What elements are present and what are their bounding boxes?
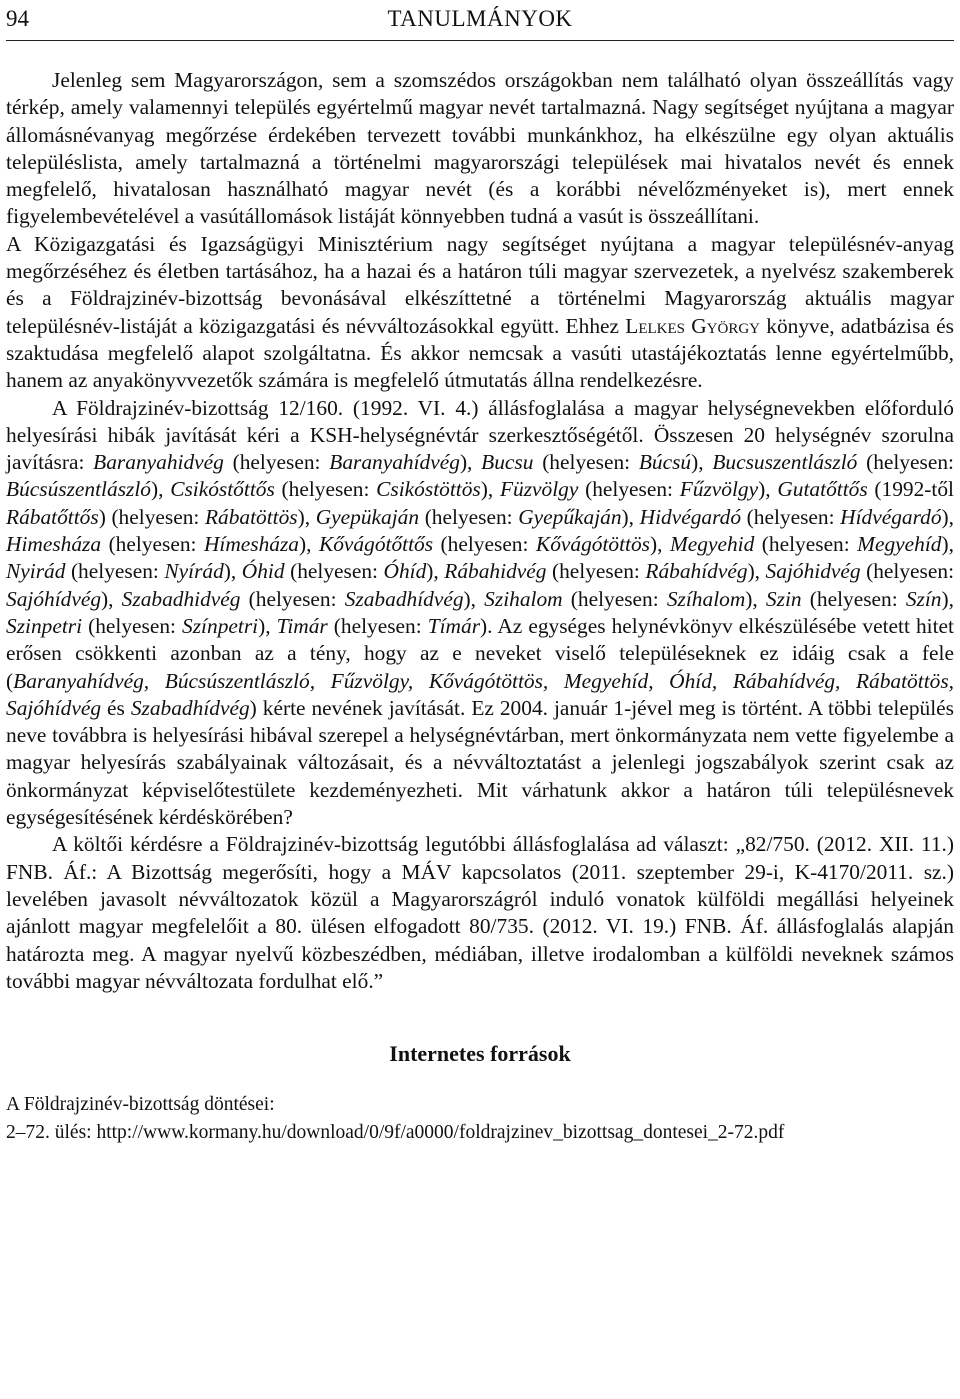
paragraph-1: Jelenleg sem Magyarországon, sem a szomszédos országokban nem található olyan összeállítás vagy térkép, amely valamennyi település egyértelmű magyar nevét tartalmazná. Nagy segítséget nyújtana a magyar állomásnévanyag megőrzése érdekében tervezett további munkánkhoz, ha elkészülne egy olyan aktuális településlista, amely tartalmazná a történelmi magyarországi települések mai hivatalos nevét és ennek megfelelő, hivatalosan használható magyar nevét (és a korábbi névelőzményeket is), mert ennek figyelembevételével a vasútállomások listáját könnyebben tudná a vasút is összeállítani. (6, 68, 954, 229)
paragraph-2-text-a: A Közigazgatási és Igazságügyi Minisztérium nagy segítséget nyújtana a magyar településnév-anyag megőrzéséhez és életben tartásához, ha a hazai és a határon túli magyar szervezetek, a nyelvész szakemberek és a Földrajzinév-bizottság bevonásával elkészíttetné a történelmi Magyarország aktuális magyar településnév-listáját a közigazgatási és névváltozásokkal együtt. Ehhez (6, 231, 954, 338)
correct-name: Tímár (427, 613, 481, 638)
corrected-name-last: Szabadhídvég (130, 695, 250, 720)
paragraph-2 (6, 231, 954, 395)
corrected-names: Baranyahídvég, Búcsúszentlászló, Fűzvölgy, Kővágótöttös, Megyehíd, Óhíd, Rábahídvég, Rábatöttös, Sajóhídvég (6, 668, 954, 720)
wrong-name: Baranyahidvég (93, 450, 224, 475)
correct-name: Sajóhídvég (6, 586, 102, 611)
wrong-name: Szinpetri (6, 613, 83, 638)
paragraph-2-text-b: könyve, adatbázisa és szaktudása megfelelő alapot szolgáltatna. És akkor nemcsak a vasúti utastájékoztatás lenne egyértelműbb, hanem az anyakönyvvezetők számára is megfelelő útmutatás állna rendelkezésre. (6, 313, 954, 393)
wrong-name: Szihalom (484, 586, 563, 611)
correct-name: Rábatöttös (204, 504, 298, 529)
correct-name: Színpetri (182, 613, 259, 638)
correct-name: Csikóstöttös (376, 477, 481, 502)
reference-heading: A Földrajzinév-bizottság döntései: (6, 1094, 275, 1116)
correct-name: Baranyahídvég (329, 450, 460, 475)
correct-name: Hímesháza (203, 532, 300, 557)
correct-name: Rábahídvég (645, 559, 748, 584)
page-number: 94 (6, 6, 29, 31)
paragraph-3-intro: A Földrajzinév-bizottság 12/160. (1992. VI. 4.) állásfoglalása a magyar helységnevekben előforduló helyesírási hibák javítását kéri a KSH-helységnévtár szerkesztőségétől. Összesen 20 helységnév szorulna javításra: (6, 395, 954, 475)
wrong-name: Csikóstőttős (170, 477, 275, 502)
wrong-name: Timár (276, 613, 328, 638)
correct-name: Hídvégardó (840, 504, 942, 529)
correct-name: Kővágótöttös (535, 532, 651, 557)
wrong-name: Kővágótőttős (318, 532, 434, 557)
correct-name: Szíhalom (666, 586, 746, 611)
paragraph-4: A költői kérdésre a Földrajzinév-bizottság legutóbbi állásfoglalása ad választ: „82/750. (2012. XII. 11.) FNB. Áf.: A Bizottság megerősíti, hogy a MÁV kapcsolatos (2011. szeptember 29-i, K-4170/2011. sz.) levelében javasolt névváltozatok közül a Magyarországról induló vonatok külföldi megállási helyeinek ajánlott magyar megfelelőit a 80. ülésen elfogadott 80/735. (2012. VI. 19.) FNB. Áf. állásfoglalás alapján határozta meg. A magyar nyelvű közbeszédben, médiában, illetve irodalomban a külföldi neveknek számos további magyar névváltozata fordulhat elő.” (6, 832, 954, 993)
wrong-name: Rábahidvég (444, 559, 547, 584)
correct-name: Gyepűkaján (518, 504, 622, 529)
wrong-name: Bucsu (481, 450, 534, 475)
correct-name: Szabadhídvég (344, 586, 464, 611)
conjunction: és (101, 695, 131, 720)
correct-name: Szín (905, 586, 942, 611)
wrong-name: Himesháza (6, 532, 102, 557)
author-surname: Lelkes (625, 313, 685, 338)
wrong-name: Megyehid (669, 532, 755, 557)
wrong-name: Szin (765, 586, 802, 611)
wrong-name: Óhid (241, 559, 285, 584)
renamed-name: Rábatőttős (6, 504, 99, 529)
running-title: TANULMÁNYOK (387, 6, 573, 31)
wrong-name: Nyirád (6, 559, 66, 584)
paragraph-3-mid: Az egységes helynévkönyv elkészülésébe vetett hitet erősen csökkenti azonban az a tény, hogy az e neveket viselő településeknek ez idáig csak a fele ( (6, 613, 954, 693)
wrong-name: Gutatőttős (777, 477, 868, 502)
correct-name: Óhíd (383, 559, 427, 584)
reference-link[interactable]: 2–72. ülés: http://www.kormany.hu/download/0/9f/a0000/foldrajzinev_bizottsag_dontesei_2-72.pdf (6, 1122, 785, 1144)
page-header (6, 0, 954, 41)
section-title: Internetes források (389, 1041, 571, 1067)
references (6, 1091, 954, 1147)
wrong-name: Szabadhidvég (121, 586, 241, 611)
correct-name: Megyehíd (857, 532, 942, 557)
author-forename: György (691, 313, 761, 338)
correct-name: Fűzvölgy (679, 477, 759, 502)
wrong-name: Sajóhidvég (765, 559, 861, 584)
correct-name: Búcsú (638, 450, 692, 475)
name-correction-list: Baranyahidvég (helyesen: Baranyahídvég), Bucsu (helyesen: Búcsú), Bucsuszentlászló (helyesen: Búcsúszentlászló), Csikóstőttős (helyesen: Csikóstöttös), Füzvölgy (helyesen: Fűzvölgy), Gutatőttős (1992-től Rábatőttős) (helyesen: Rábatöttös), Gyepükaján (helyesen: Gyepűkaján), Hidvégardó (helyesen: Hídvégardó), Himesháza (helyesen: Hímesháza), Kővágótőttős (helyesen: Kővágótöttös), Megyehid (helyesen: Megyehíd), Nyirád (helyesen: Nyírád), Óhid (helyesen: Óhíd), Rábahidvég (helyesen: Rábahídvég), Sajóhidvég (helyesen: Sajóhídvég), Szabadhidvég (helyesen: Szabadhídvég), Szihalom (helyesen: Szíhalom), Szin (helyesen: Szín), Szinpetri (helyesen: Színpetri), Timár (helyesen: Tímár). (6, 450, 955, 638)
page (6, 0, 954, 1147)
paragraph-3-end: ) kérte nevének javítását. Ez 2004. január 1-jével meg is történt. A többi település neve továbbra is helyesírási hibával szerepel a helységnévtárban, mert önkormányzata nem vette figyelembe a magyar helyesírás szabályainak változásait, és a névváltoztatást a jelenlegi jogszabályok szerint csak az önkormányzat képviselőtestülete kezdeményezheti. Mit várhatunk akkor a határon túli településnevek egységesítésének kérdéskörében? (6, 695, 955, 830)
correct-name: Búcsúszentlászló (6, 477, 151, 502)
correct-name: Nyírád (164, 559, 224, 584)
wrong-name: Füzvölgy (499, 477, 579, 502)
wrong-name: Hidvégardó (639, 504, 742, 529)
wrong-name: Gyepükaján (315, 504, 420, 529)
wrong-name: Bucsuszentlászló (712, 450, 858, 475)
body-text (6, 67, 954, 995)
paragraph-3 (6, 395, 954, 832)
